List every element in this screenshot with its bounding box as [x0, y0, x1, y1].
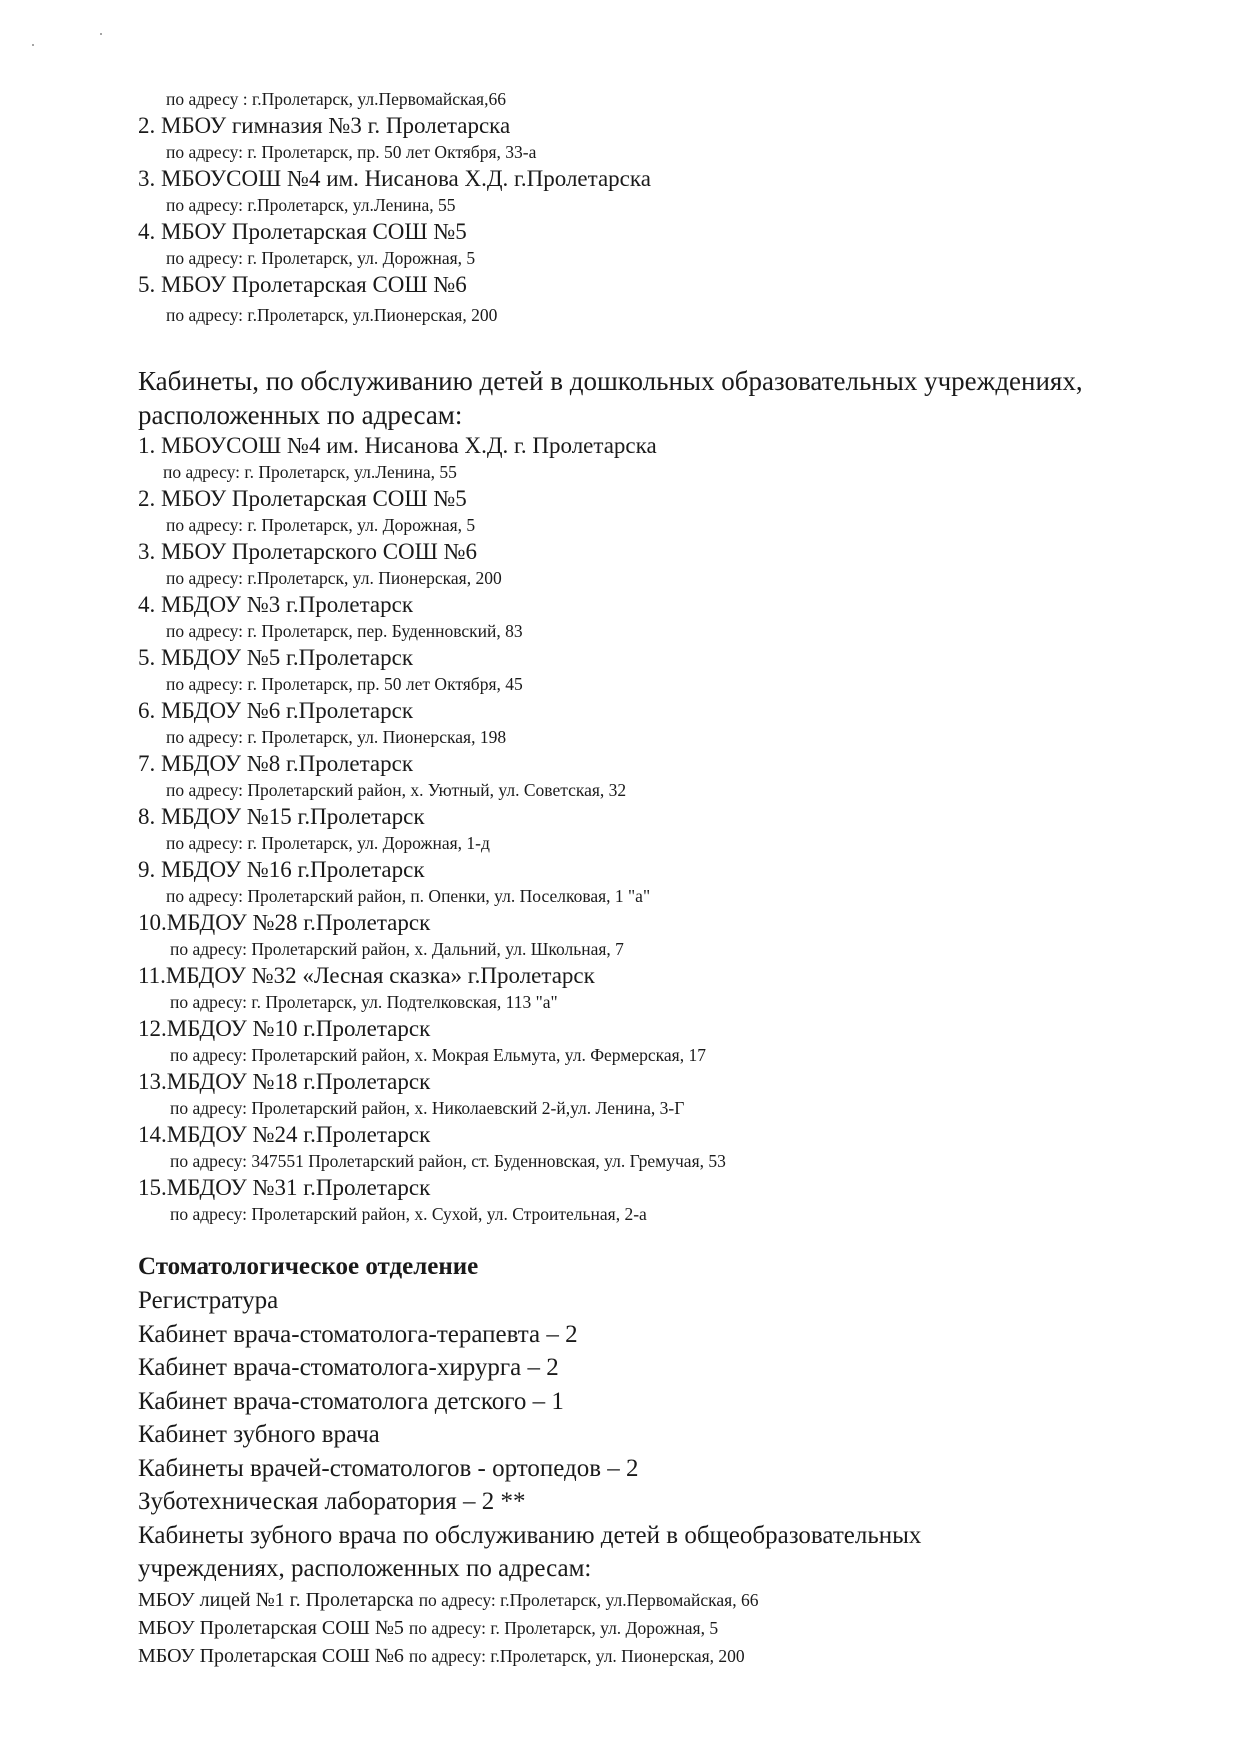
dental-line: Кабинеты врачей-стоматологов - ортопедов – 2	[138, 1454, 639, 1482]
dental-line: Кабинет врача-стоматолога-терапевта – 2	[138, 1320, 578, 1348]
dental-line: учреждениях, расположенных по адресам:	[138, 1555, 592, 1582]
address-line: по адресу: Пролетарский район, х. Сухой, ул. Строительная, 2-а	[170, 1204, 647, 1224]
list-item: 4. МБДОУ №3 г.Пролетарск	[138, 592, 414, 617]
dental-line: Регистратура	[138, 1287, 279, 1314]
address-line: по адресу: г. Пролетарск, ул. Дорожная, 1-д	[166, 833, 490, 853]
list-item: 2. МБОУ гимназия №3 г. Пролетарска	[138, 113, 511, 138]
address-line: по адресу: г. Пролетарск, пер. Буденновский, 83	[166, 621, 523, 641]
address-line: по адресу : г.Пролетарск, ул.Первомайская,66	[166, 89, 506, 109]
dental-school-line	[138, 1614, 1198, 1642]
list-item: 5. МБОУ Пролетарская СОШ №6	[138, 272, 467, 297]
address-line: по адресу: г.Пролетарск, ул.Ленина, 55	[166, 195, 456, 215]
address-line: по адресу: г. Пролетарск, пр. 50 лет Октября, 33-а	[166, 142, 537, 162]
dental-line: Кабинеты зубного врача по обслуживанию детей в общеобразовательных	[138, 1521, 922, 1549]
list-item: 3. МБОУ Пролетарского СОШ №6	[138, 539, 478, 564]
scan-speck	[100, 33, 102, 35]
list-item: 15.МБДОУ №31 г.Пролетарск	[138, 1175, 431, 1200]
list-item: 4. МБОУ Пролетарская СОШ №5	[138, 219, 467, 244]
school-address: по адресу: г.Пролетарск, ул.Первомайская, 66	[418, 1589, 759, 1610]
list-item: 11.МБДОУ №32 «Лесная сказка» г.Пролетарск	[138, 963, 595, 988]
dental-line: Кабинет врача-стоматолога детского – 1	[138, 1387, 564, 1415]
dental-line: Зуботехническая лаборатория – 2 **	[138, 1488, 526, 1515]
list-item: 13.МБДОУ №18 г.Пролетарск	[138, 1069, 431, 1094]
address-line: по адресу: Пролетарский район, х. Дальний, ул. Школьная, 7	[170, 939, 624, 959]
scan-speck	[32, 44, 34, 46]
dental-school-line	[138, 1642, 1198, 1670]
list-item: 14.МБДОУ №24 г.Пролетарск	[138, 1122, 431, 1147]
list-item: 8. МБДОУ №15 г.Пролетарск	[138, 804, 425, 829]
address-line: по адресу: Пролетарский район, п. Опенки, ул. Поселковая, 1 "а"	[166, 886, 651, 906]
preschool-section	[138, 364, 1198, 1227]
school-address: по адресу: г.Пролетарск, ул. Пионерская, 200	[408, 1645, 745, 1666]
school-name: МБОУ Пролетарская СОШ №6	[138, 1644, 404, 1667]
section-heading: Кабинеты, по обслуживанию детей в дошкольных образовательных учреждениях,	[138, 366, 1083, 396]
dental-school-line	[138, 1586, 1198, 1614]
list-item: 3. МБОУСОШ №4 им. Нисанова Х.Д. г.Пролетарска	[138, 166, 651, 191]
schools-continued-section	[138, 86, 1198, 328]
address-line: по адресу: Пролетарский район, х. Мокрая Ельмута, ул. Фермерская, 17	[170, 1045, 706, 1065]
section-title: Стоматологическое отделение	[138, 1253, 479, 1280]
address-line: по адресу: г. Пролетарск, ул. Дорожная, 5	[166, 248, 476, 268]
address-line: по адресу: г. Пролетарск, ул.Ленина, 55	[163, 462, 457, 482]
list-item: 12.МБДОУ №10 г.Пролетарск	[138, 1016, 431, 1041]
list-item: 7. МБДОУ №8 г.Пролетарск	[138, 751, 414, 776]
address-line: по адресу: 347551 Пролетарский район, ст. Буденновская, ул. Гремучая, 53	[170, 1151, 726, 1171]
list-item: 9. МБДОУ №16 г.Пролетарск	[138, 857, 425, 882]
list-item: 2. МБОУ Пролетарская СОШ №5	[138, 486, 467, 511]
address-line: по адресу: г.Пролетарск, ул. Пионерская, 200	[166, 568, 502, 588]
address-line: по адресу: г. Пролетарск, пр. 50 лет Октября, 45	[166, 674, 523, 694]
address-line: по адресу: г. Пролетарск, ул. Пионерская, 198	[166, 727, 507, 747]
school-name: МБОУ Пролетарская СОШ №5	[138, 1616, 404, 1639]
list-item: 5. МБДОУ №5 г.Пролетарск	[138, 645, 414, 670]
dental-line: Кабинет врача-стоматолога-хирурга – 2	[138, 1354, 559, 1381]
dental-line: Кабинет зубного врача	[138, 1421, 380, 1448]
address-line: по адресу: Пролетарский район, х. Николаевский 2-й,ул. Ленина, 3-Г	[170, 1098, 685, 1118]
school-address: по адресу: г. Пролетарск, ул. Дорожная, 5	[408, 1617, 719, 1638]
address-line: по адресу: г. Пролетарск, ул. Подтелковская, 113 "а"	[170, 992, 558, 1012]
list-item: 10.МБДОУ №28 г.Пролетарск	[138, 910, 431, 935]
list-item: 1. МБОУСОШ №4 им. Нисанова Х.Д. г. Пролетарска	[138, 433, 657, 458]
school-name: МБОУ лицей №1 г. Пролетарска	[138, 1588, 414, 1611]
list-item: 6. МБДОУ №6 г.Пролетарск	[138, 698, 414, 723]
section-heading: расположенных по адресам:	[138, 400, 463, 430]
address-line: по адресу: г.Пролетарск, ул.Пионерская, 200	[166, 305, 498, 325]
dental-section	[138, 1250, 1198, 1670]
address-line: по адресу: Пролетарский район, х. Уютный, ул. Советская, 32	[166, 780, 627, 800]
address-line: по адресу: г. Пролетарск, ул. Дорожная, 5	[166, 515, 476, 535]
